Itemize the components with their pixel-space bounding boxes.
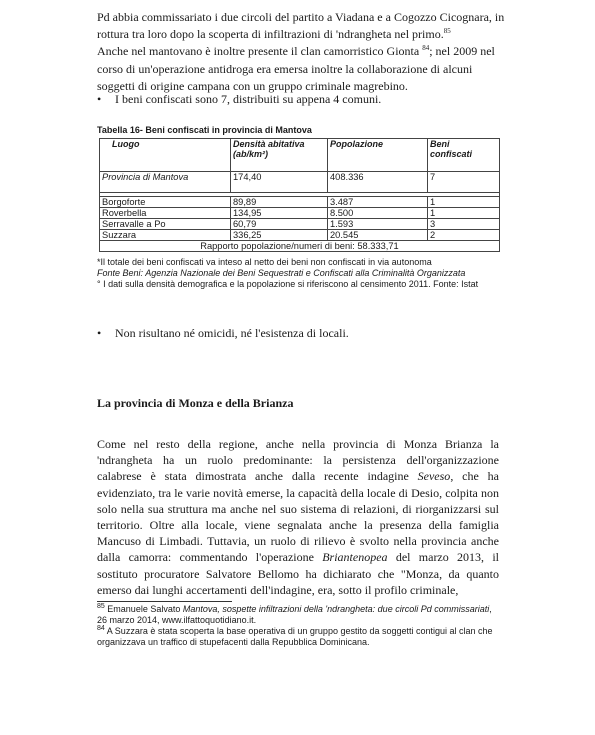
text-line: dalla camorra: commentando l'operazione Briantenopea del marzo 2013, il	[97, 550, 499, 565]
table-cell: Borgoforte	[100, 197, 231, 208]
table-note: *Il totale dei beni confiscati va inteso al netto dei beni non confiscati in via autonoma	[97, 257, 432, 267]
text-line: Anche nel mantovano è inoltre presente il clan camorristico Gionta $^{84}$; nel 2009 nel	[97, 44, 495, 59]
body-paragraph	[97, 436, 499, 598]
text-line: soggetti di origine campana con un gruppo criminale magrebino.	[97, 78, 408, 93]
table-cell: 1	[428, 197, 500, 208]
table-cell: Roverbella	[100, 208, 231, 219]
table-row	[100, 219, 500, 230]
ratio-cell: Rapporto popolazione/numeri di beni: 58.333,71	[100, 241, 500, 252]
footnote-85-cont: 26 marzo 2014, www.ilfattoquotidiano.it.	[97, 615, 257, 625]
table-row	[100, 230, 500, 241]
bullet-text: I beni confiscati sono 7, distribuiti su appena 4 comuni.	[115, 92, 382, 106]
table-cell: 3.487	[328, 197, 428, 208]
text-line: evidenziato, tra le varie novità emerse, la capacità della locale di Desio, colpita non	[97, 485, 499, 500]
table-cell: 7	[428, 172, 500, 193]
bullet-icon: •	[97, 326, 102, 340]
table-cell: 336,25	[231, 230, 328, 241]
text-line: emerso dai lunghi accertamenti dell'indagine, era, sotto il profilo criminale,	[97, 582, 459, 597]
text-line: corso di un'operazione antidroga era emersa inoltre la collaborazione di alcuni	[97, 61, 473, 76]
text-line: calabrese è stata dimostrata anche dalla recente indagine Seveso, che ha	[97, 469, 499, 484]
table-cell: 2	[428, 230, 500, 241]
text-line: 'ndrangheta ha un ruolo predominante: la persistenza dell'organizzazione	[97, 453, 499, 468]
bullet-item	[97, 326, 349, 341]
footnote-ref: 85	[443, 27, 451, 36]
text-line: Pd abbia commissariato i due circoli del partito a Viadana e a Cogozzo Cicognara, in	[97, 10, 505, 24]
table-cell: Suzzara	[100, 230, 231, 241]
table-cell: 60,79	[231, 219, 328, 230]
table-source-note: Fonte Beni: Agenzia Nazionale dei Beni Sequestrati e Confiscati alla Criminalità Organizzata	[97, 268, 466, 278]
table-cell: 1	[428, 208, 500, 219]
table-cell: 1.593	[328, 219, 428, 230]
table-cell: Serravalle a Po	[100, 219, 231, 230]
column-header: Densità abitativa (ab/km²)	[231, 139, 328, 172]
table-cell: 20.545	[328, 230, 428, 241]
text-line: solo nella sua struttura ma anche nel suo sistema di relazioni, di riorganizzarsi sul	[97, 501, 499, 516]
bullet-item	[97, 92, 381, 107]
text-line: Mancuso di Limbadi. Tuttavia, un ruolo di rilievo è svolto nella provincia anche	[97, 534, 499, 549]
table-note: ° I dati sulla densità demografica e la popolazione si riferiscono al censimento 2011. Fonte: Istat	[97, 279, 479, 289]
confiscated-assets-table	[99, 138, 500, 252]
table-cell: 408.336	[328, 172, 428, 193]
bullet-icon: •	[97, 92, 102, 106]
table-cell: 134,95	[231, 208, 328, 219]
table-row	[100, 208, 500, 219]
table-row	[100, 172, 500, 193]
table-cell: 3	[428, 219, 500, 230]
section-heading: La provincia di Monza e della Brianza	[97, 396, 294, 410]
column-header: Beni confiscati	[428, 139, 500, 172]
intro-paragraph	[97, 9, 505, 95]
text-line: sostituto procuratore Salvatore Bellomo ha dichiarato che "Monza, da quanto	[97, 566, 499, 581]
table-footer-row	[100, 241, 500, 252]
table-header-row	[100, 139, 500, 172]
text-line: rottura tra loro dopo la scoperta di infiltrazioni di 'ndrangheta nel primo.$^{85}$	[97, 27, 451, 42]
bullet-text: Non risultano né omicidi, né l'esistenza di locali.	[115, 326, 349, 340]
footnote-84-cont: organizzava un traffico di stupefacenti dalla Repubblica Dominicana.	[97, 637, 370, 647]
column-header: Popolazione	[328, 139, 428, 172]
text-line: territorio. Oltre alla locale, viene segnalata anche la presenza della famiglia	[97, 518, 499, 533]
table-cell: Provincia di Mantova	[100, 172, 231, 193]
footnote-85: $^{85}$ Emanuele Salvato Mantova, sospette infiltrazioni della 'ndrangheta: due circoli Pd commissariati,	[97, 603, 492, 614]
footnote-divider	[97, 601, 232, 602]
text-line: Come nel resto della regione, anche nella provincia di Monza Brianza la	[97, 437, 499, 451]
table-notes	[97, 257, 501, 290]
table-cell: 89,89	[231, 197, 328, 208]
table-cell: 174,40	[231, 172, 328, 193]
table-cell: 8.500	[328, 208, 428, 219]
table-row	[100, 197, 500, 208]
footnotes	[97, 604, 501, 648]
footnote-84: $^{84}$ A Suzzara è stata scoperta la base operativa di un gruppo gestito da soggetti contigui al clan che	[97, 625, 493, 636]
table-caption: Tabella 16- Beni confiscati in provincia di Mantova	[97, 125, 312, 135]
footnote-ref: 84	[422, 44, 430, 53]
column-header: Luogo	[100, 139, 231, 172]
